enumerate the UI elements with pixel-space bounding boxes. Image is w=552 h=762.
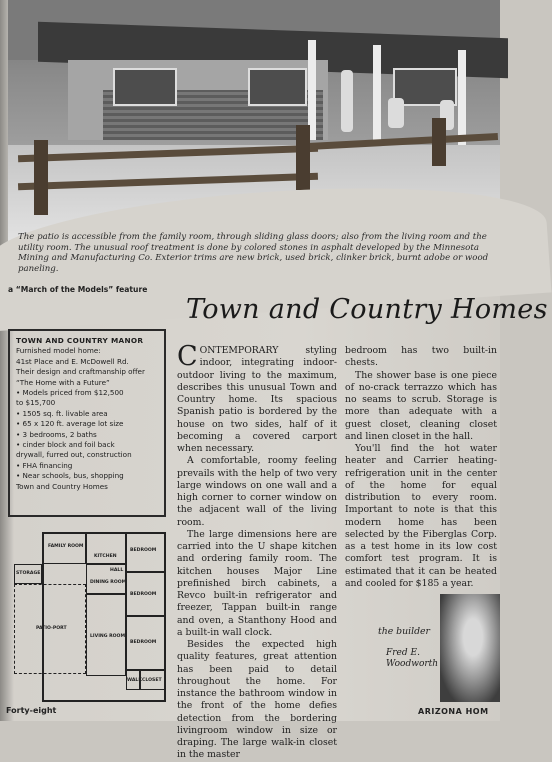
info-heading: TOWN AND COUNTRY MANOR xyxy=(16,336,144,345)
article-paragraph: The shower base is one piece of no-crack terrazzo which has no seams to scrub. Storage is more than adequate with a guest closet, cleaning closet and linen closet in the hall. xyxy=(345,369,497,442)
builder-name: Fred E. Woodworth xyxy=(386,648,439,669)
label-family-room: FAMILY ROOM xyxy=(48,544,84,549)
label-dining: DINING ROOM xyxy=(90,580,127,585)
info-line: • 1505 sq. ft. livable area xyxy=(16,408,108,418)
article-paragraph: Besides the expected high quality features, great attention has been paid to detail throughout the home. For instance the bathroom window in the front of the home defies detection from the bordering livingroom window in size or draping. The large walk-in closet in the master xyxy=(177,639,337,761)
info-line: 41st Place and E. McDowell Rd. xyxy=(16,356,129,366)
page-number: Forty-eight xyxy=(6,706,57,715)
label-walk: WALK xyxy=(127,678,142,683)
label-bedroom: BEDROOM xyxy=(130,592,157,597)
fence-post xyxy=(432,118,446,166)
article-paragraph: bedroom has two built-in chests. xyxy=(345,345,497,369)
photo-caption: The patio is accessible from the family room, through sliding glass doors; also from the living room and the utility room. The unusual roof treatment is done by colored stones in asphalt developed by the Minnesota Mining and Manufacturing Co. Exterior trims are new brick, used brick, clinker brick, burnt adobe or wood paneling. xyxy=(18,232,489,274)
fence-post xyxy=(34,140,48,215)
label-patio: PATIO-PORT xyxy=(36,626,67,631)
magazine-name: ARIZONA HOM xyxy=(418,707,489,716)
label-kitchen: KITCHEN xyxy=(94,554,117,559)
label-storage: STORAGE xyxy=(16,571,41,576)
article-column-1 xyxy=(177,341,337,762)
article-paragraph: The large dimensions here are carried into the U shape kitchen and ordering family room. The kitchen houses Major Line prefinished birch cabinets, a Revco built-in refrigerator and freezer, Tappan built-in range and oven, a Stanthony Hood and a built-in wall clock. xyxy=(177,528,337,638)
info-line: • 65 x 120 ft. average lot size xyxy=(16,419,124,429)
article-paragraph: A comfortable, roomy feeling prevails with the help of two very large windows on one wall and a high corner to corner window on the adjacent wall of the living room. xyxy=(177,455,337,528)
floor-plan xyxy=(14,526,166,702)
person-seated xyxy=(388,98,404,128)
label-hall: HALL xyxy=(110,568,124,573)
info-line: • Models priced from $12,500 xyxy=(16,388,124,398)
drop-cap: C xyxy=(177,341,198,372)
article-title: Town and Country Homes xyxy=(186,294,548,325)
label-bedroom: BEDROOM xyxy=(130,548,157,553)
label-living: LIVING ROOM xyxy=(90,634,126,639)
person-standing xyxy=(341,70,353,132)
info-line: • cinder block and foil back xyxy=(16,440,115,450)
article-column-2 xyxy=(345,345,497,590)
info-line: Their design and craftmanship offer xyxy=(16,367,145,377)
article-paragraph: CONTEMPORARY styling indoor, integrating indoor-outdoor living to the maximum, describes this unusual Town and Country home. Its spacious Spanish patio is bordered by the house on two sides, half of it becoming a covered carport when necessary. xyxy=(177,341,337,454)
label-bedroom: BEDROOM xyxy=(130,640,157,645)
info-line: • 3 bedrooms, 2 baths xyxy=(16,429,97,439)
info-line: Furnished model home: xyxy=(16,346,101,356)
builder-portrait xyxy=(440,594,500,702)
builder-label: the builder xyxy=(378,626,430,637)
window xyxy=(113,68,177,106)
label-closet: CLOSET xyxy=(142,678,162,683)
info-line: to $15,700 xyxy=(16,398,56,408)
house-photo xyxy=(8,0,500,240)
info-line: drywall, furred out, construction xyxy=(16,450,132,460)
info-line: “The Home with a Future” xyxy=(16,377,110,387)
info-box xyxy=(8,329,166,517)
article-paragraph: You'll find the hot water heater and Carrier heating-refrigeration unit in the center of the home for equal distribution to every room. Important to note is that this modern home has been selected by the Fiberglas Corp. as a test home in its low cost comfort test program. It is estimated that it can be heated and cooled for $185 a year. xyxy=(345,443,497,589)
info-line: • FHA financing xyxy=(16,460,73,470)
room-kitchen xyxy=(86,532,126,564)
feature-label: a “March of the Models” feature xyxy=(8,285,148,294)
window xyxy=(248,68,307,106)
fence-post xyxy=(296,125,310,190)
info-line: Town and Country Homes xyxy=(16,481,108,491)
info-line: • Near schools, bus, shopping xyxy=(16,471,124,481)
